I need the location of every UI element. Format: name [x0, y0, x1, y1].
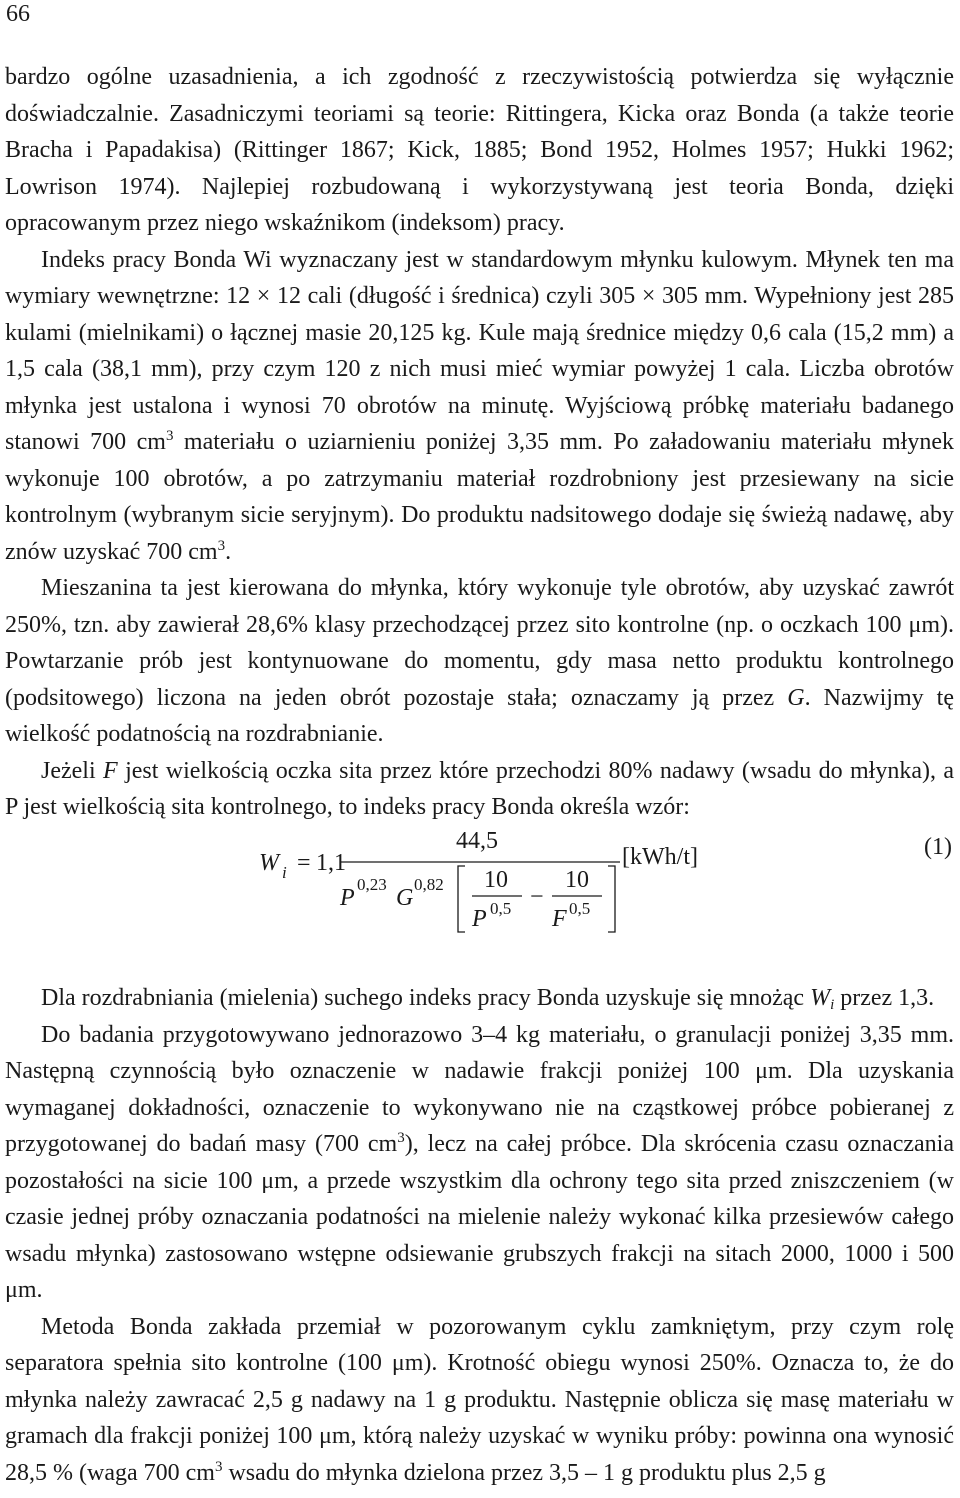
paragraph [5, 980, 954, 1017]
formula-unit: [kWh/t] [622, 844, 698, 870]
formula-p-exponent: 0,23 [357, 875, 387, 894]
formula-inner-p: P [472, 906, 487, 932]
formula-coefficient: 1,1 [316, 850, 346, 876]
formula-ten-b: 10 [565, 867, 589, 893]
paragraph-text: Jeżeli [41, 757, 104, 784]
paragraph-text: Metoda Bonda zakłada przemiał w pozorowanym cyklu zamkniętym, przy czym rolę separatora spełnia sito kontrolne (100 μm). Krotność obiegu wynosi 250%. Oznacza to, że do młynka należy zawracać 2,5 g nadawy na 1 g produktu. Następnie oblicza się masę materiału w gramach dla frakcji poniżej 100 μm, którą należy uzyskać w wyniku próby: powinna ona wynosić 28,5 % (waga 700 cm [5, 1313, 954, 1486]
right-bracket [608, 866, 615, 932]
italic-symbol: W [810, 985, 831, 1011]
italic-symbol: F [103, 757, 118, 784]
formula-numerator: 44,5 [456, 828, 498, 854]
formula-g: G [396, 885, 414, 911]
left-bracket [458, 866, 465, 932]
formula-p: P [340, 885, 355, 911]
paragraph-text: wsadu do młynka dzielona przez 3,5 – 1 g produktu plus 2,5 g [222, 1459, 826, 1486]
body-text-top [5, 59, 954, 826]
paragraph [5, 753, 954, 826]
formula-g-exponent: 0,82 [414, 875, 444, 894]
superscript: 3 [165, 428, 174, 444]
body-text-bottom [5, 980, 954, 1491]
formula-ten-a: 10 [484, 867, 508, 893]
paragraph-text: jest wielkością oczka sita przez które przechodzi 80% nadawy (wsadu do młynka), a P jest wielkością sita kontrolnego, to indeks pracy Bonda określa wzór: [5, 757, 954, 820]
formula-minus: − [530, 884, 544, 910]
formula-equals: = [297, 850, 311, 876]
paragraph-text: bardzo ogólne uzasadnienia, a ich zgodność z rzeczywistością potwierdza się wyłącznie doświadczalnie. Zasadniczymi teoriami są teorie: Rittingera, Kicka oraz Bonda (a także teorie Bracha i Papadakisa) (Rittinger 1867; Kick, 1885; Bond 1952, Holmes 1957; Hukki 1962; Lowrison 1974). Najlepiej rozbudowaną i wykorzystywaną jest teoria Bonda, dzięki opracowanym przez niego wskaźnikom (indeksom) pracy. [5, 64, 954, 236]
paragraph-text: . [225, 538, 232, 565]
equation-number: (1) [924, 834, 952, 860]
formula-lhs: W [259, 850, 279, 876]
paragraph [5, 1017, 954, 1309]
formula-graphic [0, 818, 960, 958]
paragraph [5, 1309, 954, 1492]
paragraph [5, 59, 954, 242]
italic-symbol: G [787, 684, 805, 711]
paragraph-text: ), lecz na całej próbce. Dla skrócenia czasu oznaczania pozostałości na sicie 100 μm, a przede wszystkim dla ochrony tego sita przed zniszczeniem (w czasie jednej próby oznaczania podatności na mielenie należy wykonać kilka przesiewów całego wsadu młynka) zastosowano wstępne odsiewanie grubszych frakcji na sitach 2000, 1000 i 500 μm. [5, 1131, 954, 1303]
formula-inner-p-exponent: 0,5 [490, 899, 512, 918]
paragraph-text: Dla rozdrabniania (mielenia) suchego indeks pracy Bonda uzyskuje się mnożąc [41, 985, 811, 1011]
formula-lhs-subscript: i [282, 863, 287, 882]
paragraph-text: Do badania przygotowywano jednorazowo 3–4 kg materiału, o granulacji poniżej 3,35 mm. Następną czynnością było oznaczenie w nadawie frakcji poniżej 100 μm. Dla uzyskania wymaganej dokładności, oznaczenie to wykonywano nie na cząstkowej próbce pobieranej z przygotowanej do badań masy (700 cm [5, 1021, 954, 1157]
superscript: 3 [397, 1130, 405, 1146]
subscript: i [830, 997, 835, 1013]
bond-formula [0, 818, 960, 958]
formula-inner-f-exponent: 0,5 [569, 899, 591, 918]
superscript: 3 [217, 537, 226, 554]
paragraph [5, 570, 954, 753]
formula-inner-f: F [552, 906, 567, 932]
paragraph-text: materiału o uziarnieniu poniżej 3,35 mm. Po załadowaniu materiału młynek wykonuje 100 obrotów, a po zatrzymaniu materiał rozdrobniony jest przesiewany na sicie kontrolnym (wybranym sicie seryjnym). Do produktu nadsitowego dodaje się świeżą nadawę, aby znów uzyskać 700 cm [5, 429, 954, 565]
page-number: 66 [6, 1, 30, 27]
paragraph-text: przez 1,3. [834, 985, 935, 1011]
paragraph [5, 242, 954, 571]
paragraph-text: . Nazwijmy tę wielkość podatnością na rozdrabnianie. [5, 684, 954, 747]
paragraph-text: Mieszanina ta jest kierowana do młynka, który wykonuje tyle obrotów, aby uzyskać zawrót 250%, tzn. aby zawierał 28,6% klasy przechodzącej przez sito kontrolne (np. o oczkach 100 μm). Powtarzanie prób jest kontynuowane do momentu, gdy masa netto produktu kontrolnego (podsitowego) liczona na jeden obrót pozostaje stała; oznaczamy ją przez [5, 575, 954, 711]
superscript: 3 [214, 1458, 223, 1475]
paragraph-text: Indeks pracy Bonda Wi wyznaczany jest w standardowym młynku kulowym. Młynek ten ma wymiary wewnętrzne: 12 × 12 cali (długość i średnica) czyli 305 × 305 mm. Wypełniony jest 285 kulami (mielnikami) o łącznej masie 20,125 kg. Kule mają średnice między 0,6 cala (15,2 mm) a 1,5 cala (38,1 mm), przy czym 120 z nich musi mieć wymiar powyżej 1 cala. Liczba obrotów młynka jest ustalona i wynosi 70 obrotów na minutę. Wyjściową próbkę materiału badanego stanowi 700 cm [5, 246, 954, 455]
